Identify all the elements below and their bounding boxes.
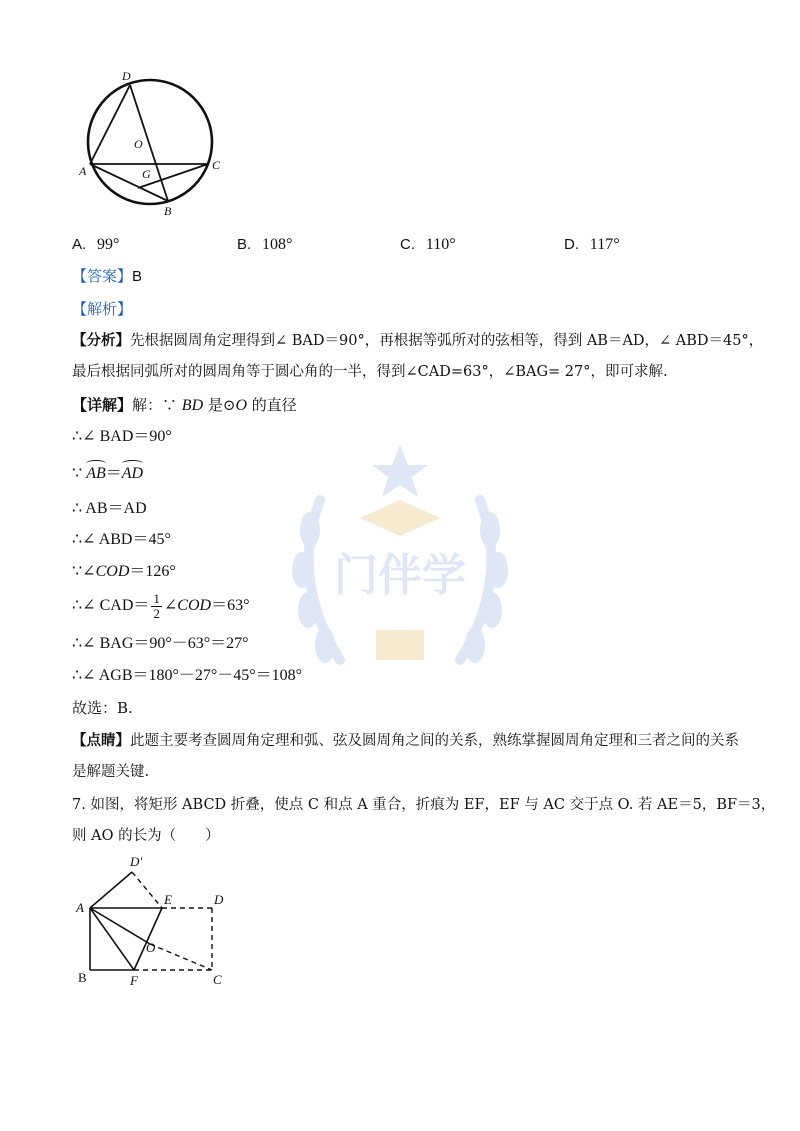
answer-value: B bbox=[132, 268, 143, 285]
detail-intro-text: 的直径 bbox=[247, 396, 297, 414]
label-D: D bbox=[122, 69, 131, 83]
detail-intro-text: 解：∵ bbox=[132, 396, 182, 414]
step-6 bbox=[72, 590, 249, 622]
fenxi-line-2: 最后根据同弧所对的圆周角等于圆心角的一半，得到∠CAD=63°，∠BAG= 27°，即可求解. bbox=[72, 364, 668, 380]
angle-sign: ∠ bbox=[163, 597, 178, 614]
label-E: E bbox=[164, 892, 172, 907]
step-7: ∴∠ BAG＝90°－63°＝27° bbox=[72, 635, 249, 652]
label-D: D bbox=[214, 892, 224, 907]
angle-cod: COD bbox=[177, 597, 212, 614]
dianjing-text-1: 此题主要考查圆周角定理和弧、弦及圆周角之间的关系，熟练掌握圆周角定理和三者之间的关系 bbox=[130, 733, 739, 749]
detail-tag: 【详解】 bbox=[72, 396, 133, 414]
dianjing-line-2: 是解题关键. bbox=[72, 764, 150, 780]
option-b[interactable] bbox=[237, 234, 292, 255]
detail-intro-text: 是⊙ bbox=[203, 396, 236, 414]
fenxi-line-1 bbox=[72, 331, 763, 351]
equals-sign: ＝ bbox=[105, 465, 122, 482]
question-7-line-1: 7. 如图，将矩形 ABCD 折叠，使点 C 和点 A 重合，折痕为 EF，EF 与 AC 交于点 O. 若 AE＝5，BF＝3， bbox=[72, 797, 776, 813]
circle-diagram bbox=[78, 68, 228, 218]
question-7-line-2: 则 AO 的长为（ ） bbox=[72, 828, 220, 844]
label-O: O bbox=[134, 137, 143, 151]
fenxi-text-1: 先根据圆周角定理得到∠ BAD＝90°，再根据等弧所对的弦相等，得到 AB＝AD，∠ ABD＝45°， bbox=[130, 333, 764, 349]
step-4: ∴∠ ABD＝45° bbox=[72, 531, 171, 548]
step-1: ∴∠ BAD＝90° bbox=[72, 428, 172, 445]
step-value: ＝63° bbox=[211, 597, 250, 614]
watermark-logo bbox=[280, 440, 520, 700]
step-3: ∴ AB＝AD bbox=[72, 500, 147, 517]
label-A: A bbox=[79, 164, 87, 178]
label-B: B bbox=[78, 970, 87, 985]
option-value: 108° bbox=[261, 236, 293, 253]
option-value: 99° bbox=[96, 236, 120, 253]
choose-line: 故选：B. bbox=[72, 699, 133, 717]
label-O: O bbox=[146, 940, 156, 955]
step-prefix: ∵∠ bbox=[72, 563, 96, 580]
angle-cod: COD bbox=[95, 563, 130, 580]
option-value: 117° bbox=[589, 236, 620, 253]
option-letter: B. bbox=[237, 236, 252, 253]
analysis-tag: 【解析】 bbox=[72, 300, 133, 318]
detail-intro bbox=[72, 395, 297, 416]
label-B: B bbox=[164, 204, 172, 218]
label-C: C bbox=[212, 158, 221, 172]
fraction-numerator: 1 bbox=[153, 590, 160, 606]
answer-line bbox=[72, 266, 142, 287]
option-letter: D. bbox=[564, 236, 579, 253]
fraction-half bbox=[151, 592, 162, 621]
label-D-prime: D' bbox=[130, 854, 143, 869]
dianjing-tag: 【点睛】 bbox=[72, 732, 130, 749]
arc-ab: AB bbox=[86, 465, 106, 482]
option-letter: C. bbox=[400, 236, 415, 253]
step-value: ＝126° bbox=[129, 563, 176, 580]
option-value: 110° bbox=[425, 236, 456, 253]
option-c[interactable] bbox=[400, 234, 456, 255]
rectangle-fold-diagram bbox=[72, 852, 242, 992]
step-prefix: ∵ bbox=[72, 465, 87, 482]
option-d[interactable] bbox=[564, 234, 620, 255]
answer-tag: 【答案】 bbox=[72, 267, 133, 285]
option-letter: A. bbox=[72, 236, 87, 253]
step-5 bbox=[72, 562, 176, 582]
fenxi-tag: 【分析】 bbox=[72, 332, 130, 349]
arc-ad: AD bbox=[121, 465, 144, 482]
label-C: C bbox=[213, 972, 222, 987]
step-prefix: ∴∠ CAD＝ bbox=[72, 597, 150, 614]
watermark-text: 门伴学 bbox=[334, 550, 466, 601]
label-G: G bbox=[142, 167, 151, 181]
fraction-denominator: 2 bbox=[153, 605, 160, 621]
label-F: F bbox=[130, 973, 138, 988]
segment-bd: BD bbox=[181, 397, 204, 414]
option-a[interactable] bbox=[72, 234, 119, 255]
step-8: ∴∠ AGB＝180°－27°－45°＝108° bbox=[72, 667, 303, 684]
circle-o: O bbox=[235, 397, 248, 414]
step-2 bbox=[72, 464, 143, 484]
label-A: A bbox=[76, 900, 84, 915]
dianjing-line-1 bbox=[72, 731, 739, 751]
